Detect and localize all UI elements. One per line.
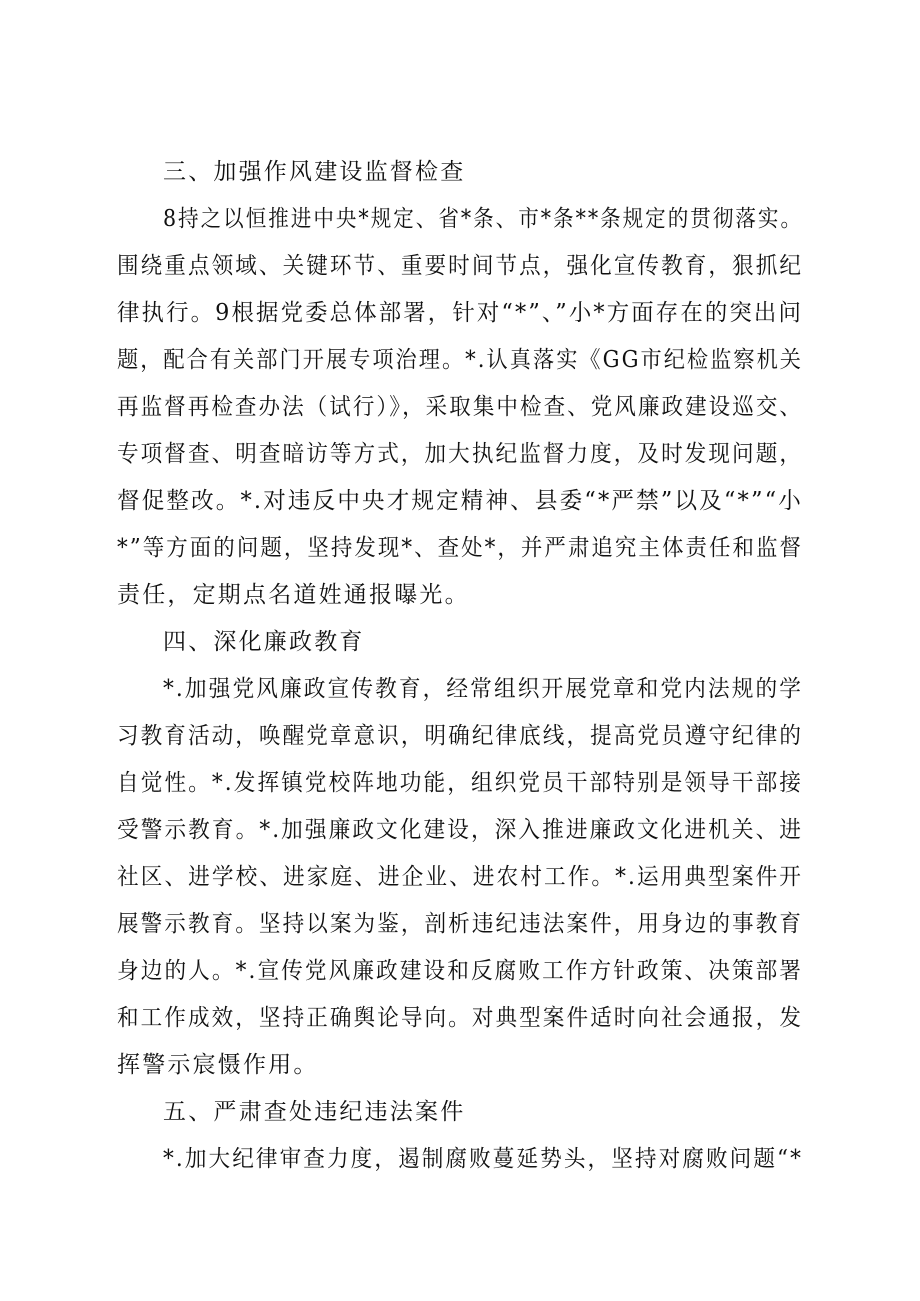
line-text: 受警示教育。*.加强廉政文化建设，深入推进廉政文化进机关、进 xyxy=(117,817,804,843)
paragraph-line xyxy=(0,199,920,239)
section-heading xyxy=(0,1092,920,1132)
paragraph-line xyxy=(0,716,920,756)
line-text: 题，配合有关部门开展专项治理。*.认真落实《GG市纪检监察机关 xyxy=(117,347,804,373)
paragraph-line xyxy=(0,575,920,615)
line-text: 习教育活动，唤醒党章意识，明确纪律底线，提高党员遵守纪律的 xyxy=(117,723,804,749)
line-text: 督促整改。*.对违反中央才规定精神、县委“*严禁”以及“*”“小 xyxy=(117,488,804,514)
paragraph-line xyxy=(0,387,920,427)
line-text: 展警示教育。坚持以案为鉴，剖析违纪违法案件，用身边的事教育 xyxy=(117,911,804,937)
line-text: 再监督再检查办法（试行）》，采取集中检查、党风廉政建设巡交、 xyxy=(117,394,804,420)
paragraph-line xyxy=(0,763,920,803)
line-text: 责任，定期点名道姓通报曝光。 xyxy=(117,582,470,608)
paragraph-line xyxy=(0,904,920,944)
paragraph-line xyxy=(0,857,920,897)
line-text: *.加大纪律审查力度，遏制腐败蔓延势头，坚持对腐败问题“* xyxy=(163,1146,804,1172)
line-text: 专项督查、明查暗访等方式，加大执纪监督力度，及时发现问题， xyxy=(117,441,804,467)
line-text: 8持之以恒推进中央*规定、省*条、市*条**条规定的贯彻落实。 xyxy=(163,206,804,232)
paragraph-line xyxy=(0,481,920,521)
paragraph-line xyxy=(0,246,920,286)
paragraph-line xyxy=(0,1045,920,1085)
paragraph-line xyxy=(0,434,920,474)
line-text: 身边的人。*.宣传党风廉政建设和反腐败工作方针政策、决策部署 xyxy=(117,958,804,984)
line-text: 自觉性。*.发挥镇党校阵地功能，组织党员干部特别是领导干部接 xyxy=(117,770,804,796)
line-text: *.加强党风廉政宣传教育，经常组织开展党章和党内法规的学 xyxy=(163,676,804,702)
line-text: 围绕重点领域、关键环节、重要时间节点，强化宣传教育，狠抓纪 xyxy=(117,253,804,279)
paragraph-line xyxy=(0,293,920,333)
section-heading xyxy=(0,152,920,192)
line-text: 社区、进学校、进家庭、进企业、进农村工作。*.运用典型案件开 xyxy=(117,864,804,890)
heading-text: 五、严肃查处违纪违法案件 xyxy=(163,1099,466,1125)
paragraph-line xyxy=(0,951,920,991)
paragraph-line xyxy=(0,1139,920,1179)
paragraph-line xyxy=(0,810,920,850)
line-text: 和工作成效，坚持正确舆论导向。对典型案件适时向社会通报，发 xyxy=(117,1005,804,1031)
heading-text: 四、深化廉政教育 xyxy=(163,629,365,655)
section-heading xyxy=(0,622,920,662)
paragraph-line xyxy=(0,998,920,1038)
heading-text: 三、加强作风建设监督检查 xyxy=(163,159,466,185)
line-text: *”等方面的问题，坚持发现*、查处*，并严肃追究主体责任和监督 xyxy=(117,535,803,561)
line-text: 挥警示宸慑作用。 xyxy=(117,1052,319,1078)
paragraph-line xyxy=(0,528,920,568)
paragraph-line xyxy=(0,669,920,709)
line-text: 律执行。9根据党委总体部署，针对“*”、”小*方面存在的突出问 xyxy=(117,300,804,326)
paragraph-line xyxy=(0,340,920,380)
